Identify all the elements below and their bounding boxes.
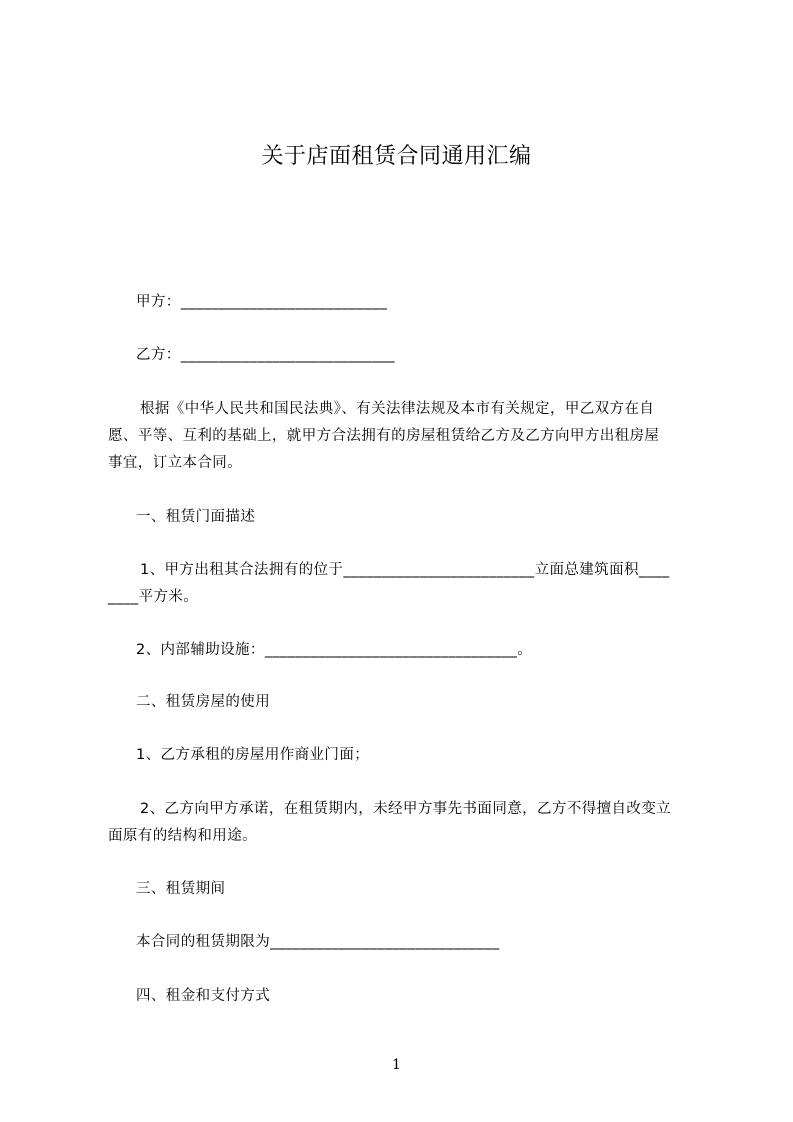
intro-line-2: 愿、平等、互利的基础上，就甲方合法拥有的房屋租赁给乙方及乙方向甲方出租房屋 xyxy=(108,428,660,444)
document-title: 关于店面租赁合同通用汇编 xyxy=(261,144,532,169)
section-2-heading: 二、租赁房屋的使用 xyxy=(136,694,271,710)
party-b-line: 乙方：____________________________ xyxy=(136,347,395,363)
section-1-heading: 一、租赁门面描述 xyxy=(136,509,256,525)
party-a-line: 甲方：___________________________ xyxy=(136,294,388,310)
section-2-item-2-line-2: 面原有的结构和用途。 xyxy=(108,828,257,844)
section-2-item-1: 1、乙方承租的房屋用作商业门面； xyxy=(136,747,370,763)
page-number: 1 xyxy=(392,1057,401,1073)
section-1-item-1-line-2: ____平方米。 xyxy=(108,589,199,605)
intro-line-1: 根据《中华人民共和国民法典》、有关法律法规及本市有关规定，甲乙双方在自 xyxy=(140,401,655,417)
section-1-item-2: 2、内部辅助设施：_________________________________。 xyxy=(136,642,533,658)
section-3-text: 本合同的租赁期限为______________________________ xyxy=(136,934,500,950)
section-2-item-2-line-1: 2、乙方向甲方承诺，在租赁期内，未经甲方事先书面同意，乙方不得擅自改变立 xyxy=(140,801,672,817)
section-4-heading: 四、租金和支付方式 xyxy=(136,988,271,1004)
section-3-heading: 三、租赁期间 xyxy=(136,881,226,897)
section-1-item-1-line-1: 1、甲方出租其合法拥有的位于_________________________立面总建筑面积____ xyxy=(140,562,670,578)
intro-line-3: 事宜，订立本合同。 xyxy=(108,455,243,471)
